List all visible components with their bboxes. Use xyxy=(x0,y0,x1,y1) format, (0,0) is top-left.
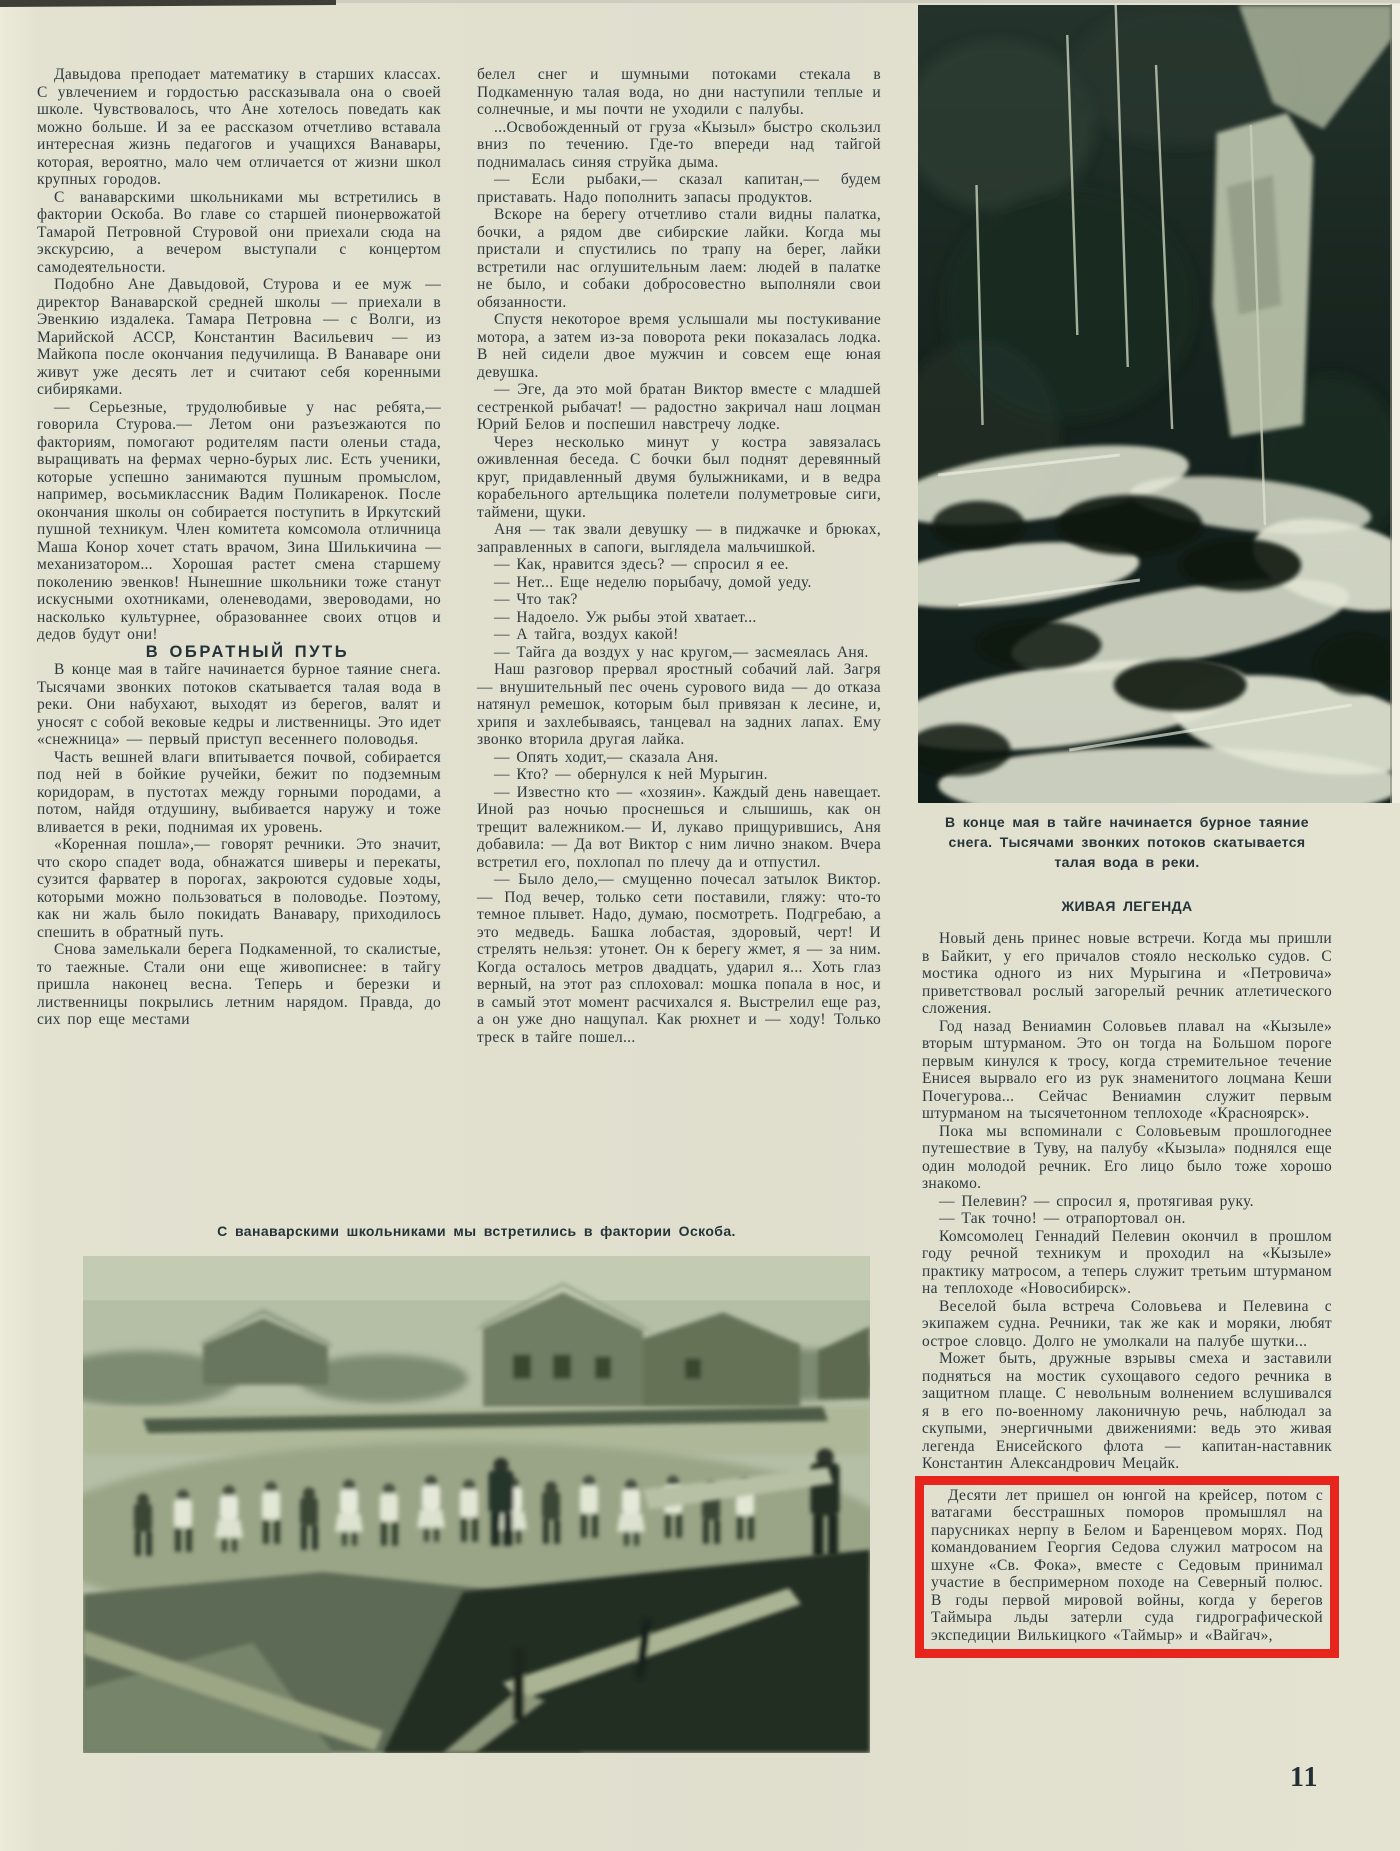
column-middle xyxy=(477,66,881,1046)
scan-right-edge xyxy=(1392,4,1400,803)
paragraph: Давыдова преподает математику в старших классах. С увлечением и гордостью рассказывала она о своей школе. Чувствовалось, что Ане хотелось поведать как можно больше. И за ее рассказом отчетливо вставала интересная жизнь педагогов и учащихся Ванавары, которая, вероятно, мало чем отличается от жизни школ крупных городов. xyxy=(37,66,441,188)
paragraph: Через несколько минут у костра завязалась оживленная беседа. С бочки был поднят деревянный круг, придавленный двумя булыжниками, и в ведра корабельного артельщика полетели полуметровые сиги, таймени, щуки. xyxy=(477,433,881,521)
paragraph: — Кто? — обернулся к ней Мурыгин. xyxy=(494,766,768,783)
paragraph: — Опять ходит,— сказала Аня. xyxy=(494,748,719,766)
paragraph: — А тайга, воздух какой! xyxy=(494,626,679,643)
paragraph: Комсомолец Геннадий Пелевин окончил в прошлом году речной техникум и проходил на «Кызыле» практику матросом, а теперь служит третьим штурманом на теплоходе «Новосибирск». xyxy=(922,1227,1332,1297)
paragraph: белел снег и шумными потоками стекала в Подкаменную талая вода, но дни наступили теплые и солнечные, и мы почти не уходили с палубы. xyxy=(477,66,881,118)
photo-schoolchildren-art xyxy=(83,1256,870,1753)
paragraph: «Коренная пошла»,— говорят речники. Это значит, что скоро спадет вода, обнажатся шиверы и перекаты, сузится фарватер в порогах, закроются судовые ходы, которыми можно пользоваться в половодье. Поэтому, как ни жаль было покидать Ванавару, приходилось спешить в обратный путь. xyxy=(37,836,441,941)
page-number: 11 xyxy=(1290,1762,1319,1793)
section-heading-living-legend: ЖИВАЯ ЛЕГЕНДА xyxy=(1061,898,1193,914)
paragraph: В конце мая в тайге начинается бурное таяние снега. Тысячами звонких потоков скатывается талая вода в реки. Они набухают, выходят из берегов, валят и уносят с собой вековые кедры и лиственницы. Это идет «снежница» — первый приступ весеннего половодья. xyxy=(37,661,441,748)
paragraph: Пока мы вспоминали с Соловьевым прошлогоднее путешествие в Туву, на палубу «Кызыла» поднялся еще один молодой речник. Его лицо было тоже хорошо знакомо. xyxy=(922,1122,1332,1192)
paragraph: — Что так? xyxy=(494,591,578,608)
paragraph: — Известно кто — «хозяин». Каждый день навещает. Иной раз ночью проснешься и слышишь, как он трещит валежником.— И, лукаво прищурившись, Аня добавила: — Да вот Виктор с ним лично знаком. Вчера встретил его, похлопал по плечу да и отпустил. xyxy=(477,783,881,871)
paragraph: Веселой была встреча Соловьева и Пелевина с экипажем судна. Речники, так же как и моряки, любят острое словцо. Долго не умолкали на палубе шутки... xyxy=(922,1297,1332,1350)
paragraph: Вскоре на берегу отчетливо стали видны палатка, бочки, а рядом две сибирские лайки. Когда мы пристали и спустились по трапу на берег, лайки встретили нас оглушительным лаем: людей в палатке не было, и собаки добросовестно выполняли свои обязанности. xyxy=(477,206,881,311)
paragraph: Наш разговор прервал яростный собачий лай. Загря — внушительный пес очень сурового вида — до отказа натянул ремешок, которым был привязан к лесине, и, хрипя и захлебываясь, танцевал на задних лапах. Ему звонко вторила другая лайка. xyxy=(477,661,881,748)
paragraph: — Тайга да воздух у нас кругом,— засмеялась Аня. xyxy=(494,643,869,661)
column-right-text xyxy=(922,930,1332,1658)
paragraph: Аня — так звали девушку — в пиджачке и брюках, заправленных в сапоги, выглядела мальчишкой. xyxy=(477,521,881,556)
paragraph: Подобно Ане Давыдовой, Стурова и ее муж — директор Ванаварской средней школы — приехали в Эвенкию издалека. Тамара Петровна — с Волги, из Марийской АССР, Константин Васильевич — из Майкопа после окончания педучилища. В Ванаваре они живут уже десять лет и считают себя коренными сибиряками. xyxy=(37,276,441,398)
paragraph: — Было дело,— смущенно почесал затылок Виктор.— Под вечер, только сети поставили, гляжу: что-то темное плывет. Надо, думаю, посмотреть. Подгребаю, а это медведь. Башка лобастая, здоровый, черт! И стрелять нельзя: утонет. Он к берегу жмет, я — за ним. Когда осталось метров двадцать, ударил я... Хоть глаз верный, на этот раз сплоховал: мошка попала в нос, и в самый этот момент расчихался я. Выстрелил еще раз, а он уже дно нащупал. Как рюхнет и — ходу! Только треск в тайге пошел... xyxy=(477,871,881,1046)
photo-caption-taiga: В конце мая в тайге начинается бурное таяние снега. Тысячами звонких потоков скатывается талая вода в реки. xyxy=(945,814,1309,870)
paragraph: Часть вешней влаги впитывается почвой, собирается под ней в бойкие ручейки, бежит по подземным коридорам, в пустотах между горными породами, а потом, найдя отдушину, выбивается наружу и тоже вливается в реки, поднимая их уровень. xyxy=(37,748,441,836)
highlight-box-red xyxy=(915,1476,1339,1659)
section-heading-return-trip: В ОБРАТНЫЙ ПУТЬ xyxy=(145,642,350,661)
paragraph: С ванаварскими школьниками мы встретились в фактории Оскоба. Во главе со старшей пионервожатой Тамарой Петровной Стуровой они приехали сюда на экскурсию, а вечером выступали с концертом самодеятельности. xyxy=(37,188,441,276)
paragraph: — Если рыбаки,— сказал капитан,— будем приставать. Надо пополнить запасы продуктов. xyxy=(477,171,881,206)
scan-corner-artifact xyxy=(0,0,336,7)
paragraph: — Надоело. Уж рыбы этой хватает... xyxy=(494,608,757,626)
paragraph: Новый день принес новые встречи. Когда мы пришли в Байкит, у его причалов стояло несколько судов. С мостика одного из них Мурыгина и «Петровича» приветствовал рослый загорелый речник атлетического сложения. xyxy=(922,930,1332,1017)
boxed-paragraph: Десяти лет пришел он юнгой на крейсер, потом с ватагами бесстрашных поморов промышлял на парусниках нерпу в Белом и Баренцевом морях. Под командованием Георгия Седова служил матросом на шхуне «Св. Фока», вместе с Седовым принимал участие в беспримерном походе на Северный полюс. В годы первой мировой войны, когда у берегов Таймыра льды затерли суда гидрографической экспедиции Вилькицкого «Таймыр» и «Вайгач», xyxy=(931,1486,1323,1644)
paragraph: Спустя некоторое время услышали мы постукивание мотора, а затем из-за поворота реки показалась лодка. В ней сидели двое мужчин и совсем еще юная девушка. xyxy=(477,311,881,381)
paragraph: Год назад Вениамин Соловьев плавал на «Кызыле» вторым штурманом. Это он тогда на Большом пороге первым кинулся к тросу, когда стремительное течение Енисея вырвало его из рук знаменитого лоцмана Кеши Почегурова... Сейчас Вениамин служит первым штурманом на тысячетонном теплоходе «Красноярск». xyxy=(922,1017,1332,1122)
paragraph: ...Освобожденный от груза «Кызыл» быстро скользил вниз по течению. Где-то впереди над тайгой поднималась синяя струйка дыма. xyxy=(477,118,881,171)
photo-schoolchildren-oskoba xyxy=(83,1256,870,1753)
photo-caption-schoolchildren: С ванаварскими школьниками мы встретились в фактории Оскоба. xyxy=(217,1223,736,1239)
photo-taiga-rapids-art xyxy=(918,5,1392,803)
paragraph: — Эге, да это мой братан Виктор вместе с младшей сестренкой рыбачат! — радостно закричал наш лоцман Юрий Белов и поспешил навстречу лодке. xyxy=(477,381,881,433)
paragraph: — Нет... Еще неделю порыбачу, домой уеду. xyxy=(494,573,812,591)
paragraph: Может быть, дружные взрывы смеха и заставили подняться на мостик сухощавого седого речника в защитном плаще. С невольным волнением вслушивался я в его по-военному лаконичную речь, наблюдал за скупыми, энергичными движениями: ведь это живая легенда Енисейского флота — капитан-наставник Константин Александрович Мецайк. xyxy=(922,1350,1332,1472)
paragraph: Снова замелькали берега Подкаменной, то скалистые, то таежные. Стали они еще живописнее: в тайгу пришла наконец весна. Теперь и березки и лиственницы покрылись летним нарядом. Правда, до сих пор еще местами xyxy=(37,941,441,1028)
photo-taiga-rapids xyxy=(918,5,1392,803)
paragraph: — Пелевин? — спросил я, протягивая руку. xyxy=(939,1192,1254,1210)
column-left xyxy=(37,66,441,1029)
paragraph: — Как, нравится здесь? — спросил я ее. xyxy=(494,556,789,573)
column-right xyxy=(922,812,1332,1658)
paragraph: — Так точно! — отрапортовал он. xyxy=(939,1210,1186,1227)
paragraph: — Серьезные, трудолюбивые у нас ребята,— говорила Стурова.— Летом они разъезжаются по факториям, помогают родителям пасти оленьи стада, выращивать на фермах черно-бурых лис. Есть ученики, которые успешно занимаются пушным промыслом, например, восьмиклассник Вадим Поликаренок. После окончания школы он собирается поступить в Иркутский пушной техникум. Член комитета комсомола отличница Маша Конор хочет стать врачом, Зина Шилькичина — механизатором... Хорошая растет смена старшему поколению эвенков! Нынешние школьники тоже станут искусными охотниками, оленеводами, звероводами, но насколько культурнее, образованнее своих отцов и дедов будут они! xyxy=(37,398,441,643)
